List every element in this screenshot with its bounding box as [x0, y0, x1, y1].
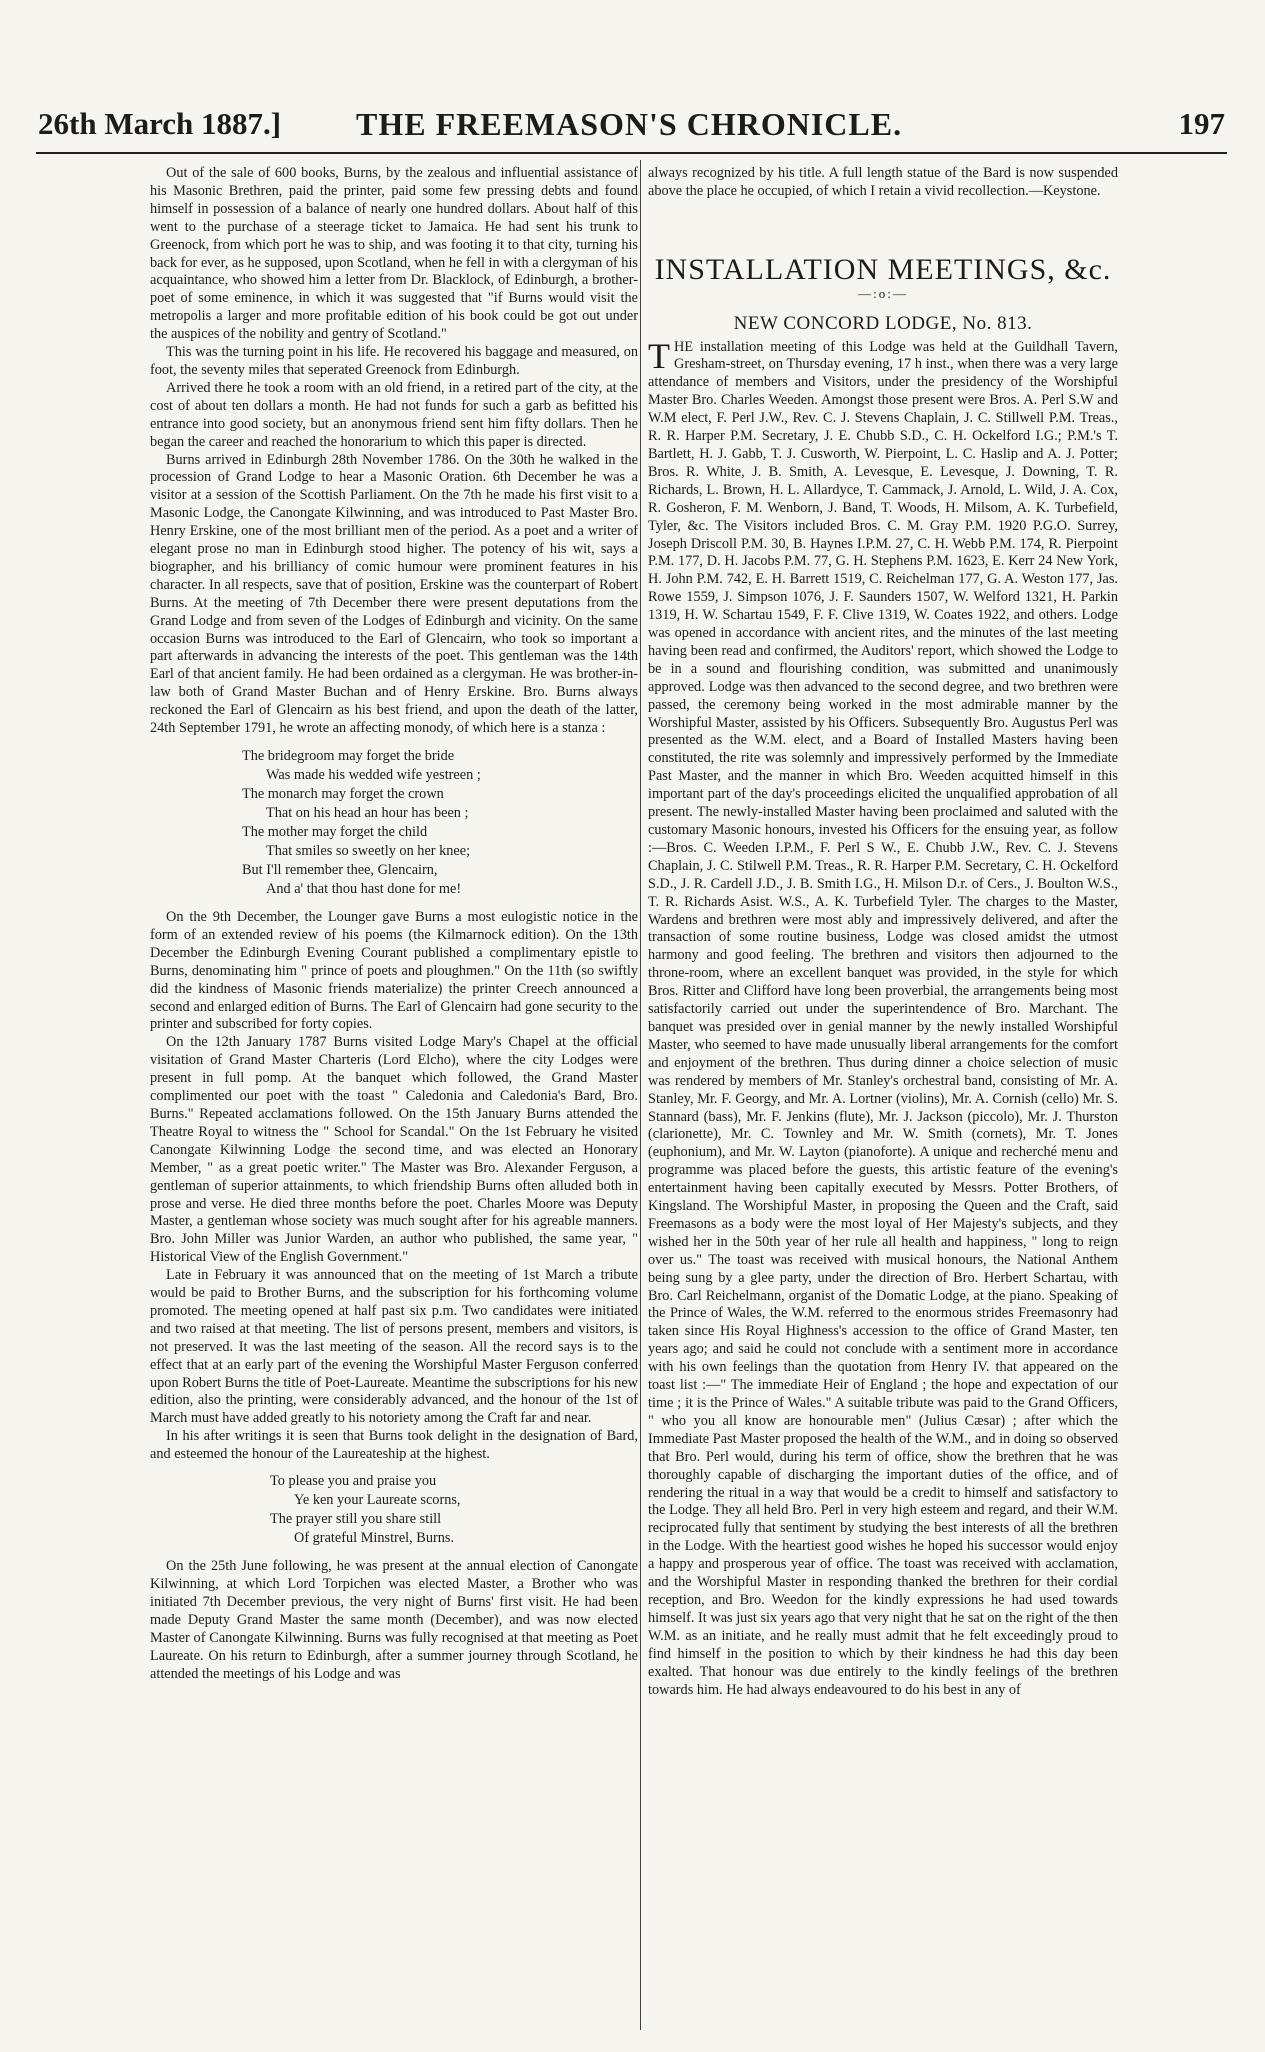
paragraph: This was the turning point in his life. He recovered his baggage and measured, on foot, the seventy miles that seperated Greenock from Edinburgh.	[150, 344, 638, 378]
left-column	[150, 165, 638, 2025]
poem-line: That on his head an hour has been ;	[266, 805, 469, 821]
paragraph: On the 9th December, the Lounger gave Burns a most eulogistic notice in the form of an extended review of his poems (the Kilmarnock edition). On the 13th December the Edinburgh Evening Courant published a complimentary epistle to Burns, denominating him " prince of poets and ploughmen." On the 11th (so swiftly did the kindness of Masonic friends materialize) the printer Creech announced a second and enlarged edition of Burns. The Earl of Glencairn had gone security to the printer and subscribed for forty copies.	[150, 909, 638, 1033]
paragraph: On the 12th January 1787 Burns visited Lodge Mary's Chapel at the official visitation of Grand Master Charteris (Lord Elcho), where the city Lodges were present in full pomp. At the banquet which followed, the Grand Master complimented our poet with the toast " Caledonia and Caledonia's Bard, Bro. Burns." Repeated acclamations followed. On the 15th January Burns attended the Theatre Royal to witness the " School for Scandal." On the 1st February he visited Canongate Kilwinning Lodge the second time, and was elected an Honorary Member, " as a great poetic writer." The Master was Bro. Alexander Ferguson, a gentleman of superior attainments, to which friendship Burns often alluded both in prose and verse. He died three months before the poet. Charles Moore was Deputy Master, a gentleman whose society was much sought after for his agreable manners. Bro. John Miller was Junior Warden, an author who published, the same year, " Historical View of the English Government."	[150, 1034, 638, 1266]
poem-line: To please you and praise you	[270, 1473, 437, 1490]
poem-line: The mother may forget the child	[242, 824, 428, 840]
paragraph: Out of the sale of 600 books, Burns, by the zealous and influential assistance of his Masonic Brethren, paid the printer, paid some few pressing debts and found himself in possession of a balance of nearly one hundred dollars. About half of this went to the purchase of a steerage ticket to Jamaica. He had sent his trunk to Greenock, from which port he was to ship, and was footing it to that city, turning his back for ever, as he supposed, upon Scotland, when he fell in with a clergyman of his acquaintance, who showed him a letter from Dr. Blacklock, of Edinburgh, a brother-poet of some eminence, in which it was suggested that "if Burns would visit the metropolis a larger and more profitable edition of his book could be got out under the auspices of the nobility and gentry of Scotland."	[150, 165, 638, 343]
poem-line: And a' that thou hast done for me!	[266, 881, 462, 897]
drop-cap: T	[648, 335, 670, 376]
masthead-title: THE FREEMASON'S CHRONICLE.	[356, 106, 903, 142]
poem-line: But I'll remember thee, Glencairn,	[242, 862, 438, 878]
poem-line: Of grateful Minstrel, Burns.	[294, 1530, 455, 1547]
poem-line: Was made his wedded wife yestreen ;	[266, 767, 481, 783]
paragraph: In his after writings it is seen that Burns took delight in the designation of Bard, and esteemed the honour of the Laureateship at the highest.	[150, 1428, 638, 1463]
paragraph	[648, 335, 1118, 1700]
paragraph: always recognized by his title. A full length statue of the Bard is now suspended above the place he occupied, of which I retain a vivid recollection.—Keystone.	[648, 165, 1118, 199]
lodge-title: NEW CONCORD LODGE, No. 813.	[733, 312, 1033, 334]
poem-stanza	[270, 1472, 638, 1548]
right-column	[648, 165, 1118, 2025]
poem-line: The prayer still you share still	[270, 1511, 442, 1528]
paragraph: Burns arrived in Edinburgh 28th November 1786. On the 30th he walked in the procession of Grand Lodge to hear a Masonic Oration. 6th December he was a visitor at a session of the Scottish Parliament. On the 7th he made his first visit to a Masonic Lodge, the Canongate Kilwinning, and was introduced to Past Master Bro. Henry Erskine, one of the most brilliant men of the period. As a poet and a writer of elegant prose no man in Edinburgh stood higher. The potency of his wit, says a biographer, and his brilliancy of comic humour were prominent features in his character. In all respects, save that of position, Erskine was the counterpart of Robert Burns. At the meeting of 7th December there were present deputations from the Grand Lodge and from seven of the Lodges of Edinburgh and vicinity. On the same occasion Burns was introduced to the Earl of Glencairn, who took so important a part afterwards in advancing the interests of the poet. This gentleman was the 14th Earl of that ancient family. He had been ordained as a clergyman. He was brother-in-law both of Grand Master Buchan and of Henry Erskine. Bro. Burns always reckoned the Earl of Glencairn as his best friend, and upon the death of the latter, 24th September 1791, he wrote an affecting monody, of which here is a stanza :	[150, 451, 638, 737]
poem-line: Ye ken your Laureate scorns,	[294, 1492, 461, 1509]
paragraph-text: HE installation meeting of this Lodge was held at the Guildhall Tavern, Gresham-street, on Thursday evening, 17 h inst., when there was a very large attendance of members and Visitors, under the presidency of the Worshipful Master Bro. Charles Weeden. Amongst those present were Bros. A. Perl S.W and W.M elect, F. Perl J.W., Rev. C. J. Stevens Chaplain, J. C. Stillwell P.M. Treas., R. R. Harper P.M. Secretary, J. E. Chubb S.D., C. H. Ockelford I.G.; P.M.'s T. Bartlett, H. J. Gabb, T. J. Cusworth, W. Pierpoint, L. C. Haslip and A. J. Potter; Bros. R. White, J. B. Smith, A. Levesque, E. Levesque, J. Downing, T. R. Richards, L. Brown, H. L. Allardyce, T. Cammack, J. Arnold, L. Wild, J. A. Cox, R. Gosheron, F. M. Wenborn, J. Band, T. Woods, H. Milsom, A. K. Turbefield, Tyler, &c. The Visitors included Bros. C. M. Gray P.M. 1920 P.G.O. Surrey, Joseph Driscoll P.M. 30, B. Haynes I.P.M. 27, C. H. Webb P.M. 174, R. Pierpoint P.M. 177, D. H. Jacobs P.M. 77, G. H. Stephens P.M. 1623, E. Kerr 24 New York, H. John P.M. 742, E. H. Barrett 1519, C. Reichelman 177, G. A. Weston 177, Jas. Rowe 1559, J. Simpson 1076, J. F. Saunders 1507, W. Welford 1321, H. Parkin 1319, H. W. Schartau 1549, F. F. Clive 1319, W. Coates 1922, and others. Lodge was opened in accordance with ancient rites, and the minutes of the last meeting having been read and confirmed, the Auditors' report, which showed the Lodge to be in a sound and flourishing condition, was submitted and unanimously approved. Lodge was then advanced to the second degree, and two brethren were passed, the ceremony being worked in the most admirable manner by the Worshipful Master, assisted by his Officers. Subsequently Bro. Augustus Perl was presented as the W.M. elect, and a Board of Installed Masters having been constituted, the rite was solemnly and impressively performed by the Immediate Past Master, and the manner in which Bro. Weeden acquitted himself in this important part of the day's proceedings elicited the unqualified approbation of all present. The newly-installed Master having been proclaimed and saluted with the customary Masonic honours, invested his Officers for the ensuing year, as follow :—Bros. C. Weeden I.P.M., F. Perl S W., E. Chubb J.W., Rev. C. J. Stevens Chaplain, J. C. Stilwell P.M. Treas., R. R. Harper P.M. Secretary, C. H. Ockelford S.D., J. R. Cardell J.D., J. B. Smith I.G., H. Milson D.r. of Cers., J. Boulton W.S., T. R. Richards Asist. W.S., A. K. Turbefield Tyler. The charges to the Master, Wardens and brethren were most ably and impressively delivered, and after the transaction of some routine business, Lodge was closed amidst the utmost harmony and good feeling. The brethren and visitors then adjourned to the throne-room, where an excellent banquet was provided, in the style for which Bros. Ritter and Clifford have long been proverbial, the arrangements being most satisfactorily carried out under the superintendence of Bro. Marchant. The banquet was presided over in genial manner by the newly installed Worshipful Master, who seemed to have made unusually liberal arrangements for the comfort and enjoyment of the brethren. Thus during dinner a choice selection of music was rendered by members of Mr. Stanley's orchestral band, consisting of Mr. A. Stanley, Mr. F. Georgy, and Mr. A. Lortner (violins), Mr. A. Cornish (cello) Mr. S. Stannard (bass), Mr. F. Jenkins (flute), Mr. J. Jackson (piccolo), Mr. J. Thurston (clarionette), Mr. C. Townley and Mr. W. Smith (cornets), Mr. T. Jones (euphonium), and Mr. W. Layton (pianoforte). A unique and recherché menu and programme was placed before the guests, this artistic feature of the evening's entertainment having been capitally executed by Messrs. Potter Brothers, of Kingsland. The Worshipful Master, in proposing the Queen and the Craft, said Freemasons as a body were the most loyal of Her Majesty's subjects, and they wished her in the 50th year of her rule all health and happiness, " long to reign over us." The toast was received with musical honours, the National Anthem being sung by a glee party, under the direction of Bro. Herbert Schartau, with Bro. Carl Reichelmann, organist of the Domatic Lodge, at the piano. Speaking of the Prince of Wales, the W.M. referred to the enormous strides Freemasonry had taken since His Royal Highness's accession to the office of Grand Master, ten years ago; and said he could not conclude with a sentiment more in accordance with his own feelings than the quotation from Henry IV. that appeared on the toast list :—" The immediate Heir of England ; the hope and expectation of our time ; it is the Prince of Wales." A suitable tribute was paid to the Grand Officers, " who you all know are honourable men" (Julius Cæsar) ; after which the Immediate Past Master proposed the health of the W.M., and in doing so observed that Bro. Perl would, during his term of office, show the brethren that he was thoroughly capable of discharging the important duties of the office, and of rendering the ritual in a way that would be a credit to himself and satisfactory to the Lodge. They all held Bro. Perl in very high esteem and regard, and their W.M. reciprocated fully that sentiment by studying the best interests of all the brethren in the Lodge. With the heartiest good wishes he hoped his successor would enjoy a happy and prosperous year of office. The toast was received with acclamation, and the Worshipful Master in responding thanked the brethren for their cordial reception, and Bro. Weedon for the kindly expressions he had used towards himself. It was just six years ago that very night that he sat on the right of the then W.M. as an initiate, and he really must admit that he felt exceedingly proud to find himself in the position to which by their kindness he had this day been exalted. That honour was due entirely to the kindly feelings of the brethren towards him. He had always endeavoured to do his best in any of	[648, 338, 1118, 1698]
paragraph: Late in February it was announced that on the meeting of 1st March a tribute would be paid to Brother Burns, and the subscription for his forthcoming volume promoted. The meeting opened at half past six p.m. Two candidates were initiated and two raised at that meeting. The list of persons present, members and visitors, is not preserved. It was the last meeting of the season. All the record says is to the effect that at an early part of the evening the Worshipful Master Ferguson conferred upon Robert Burns the title of Poet-Laureate. Meantime the subscriptions for his new edition, also the printing, were considerably advanced, and the honour of the 1st of March must have added greatly to his notoriety among the Craft far and near.	[150, 1267, 638, 1427]
paragraph: Arrived there he took a room with an old friend, in a retired part of the city, at the cost of about ten dollars a month. He had not funds for such a garb as befitted his entrance into good society, but an anonymous friend sent him fifty dollars. Then he began the career and reached the honorarium to which this paper is directed.	[150, 379, 638, 450]
page-number: 197	[1178, 106, 1225, 141]
poem-line: That smiles so sweetly on her knee;	[266, 843, 471, 859]
page-header	[38, 100, 1225, 150]
poem-line: The bridegroom may forget the bride	[242, 748, 455, 764]
issue-date: 26th March 1887.]	[38, 106, 282, 141]
poem-stanza	[242, 747, 638, 899]
column-divider	[640, 160, 641, 2030]
header-rule	[36, 152, 1227, 154]
section-title: INSTALLATION MEETINGS, &c.	[654, 252, 1112, 286]
section-ornament: —:o:—	[858, 285, 908, 301]
poem-line: The monarch may forget the crown	[242, 786, 444, 802]
paragraph: On the 25th June following, he was present at the annual election of Canongate Kilwinning, at which Lord Torpichen was elected Master, a Brother who was initiated 7th December previous, the very night of Burns' first visit. He had been made Deputy Grand Master the same month (December), and was now elected Master of Canongate Kilwinning. Burns was fully recognised at that meeting as Poet Laureate. On his return to Edinburgh, after a summer journey through Scotland, he attended the meetings of his Lodge and was	[150, 1558, 638, 1682]
